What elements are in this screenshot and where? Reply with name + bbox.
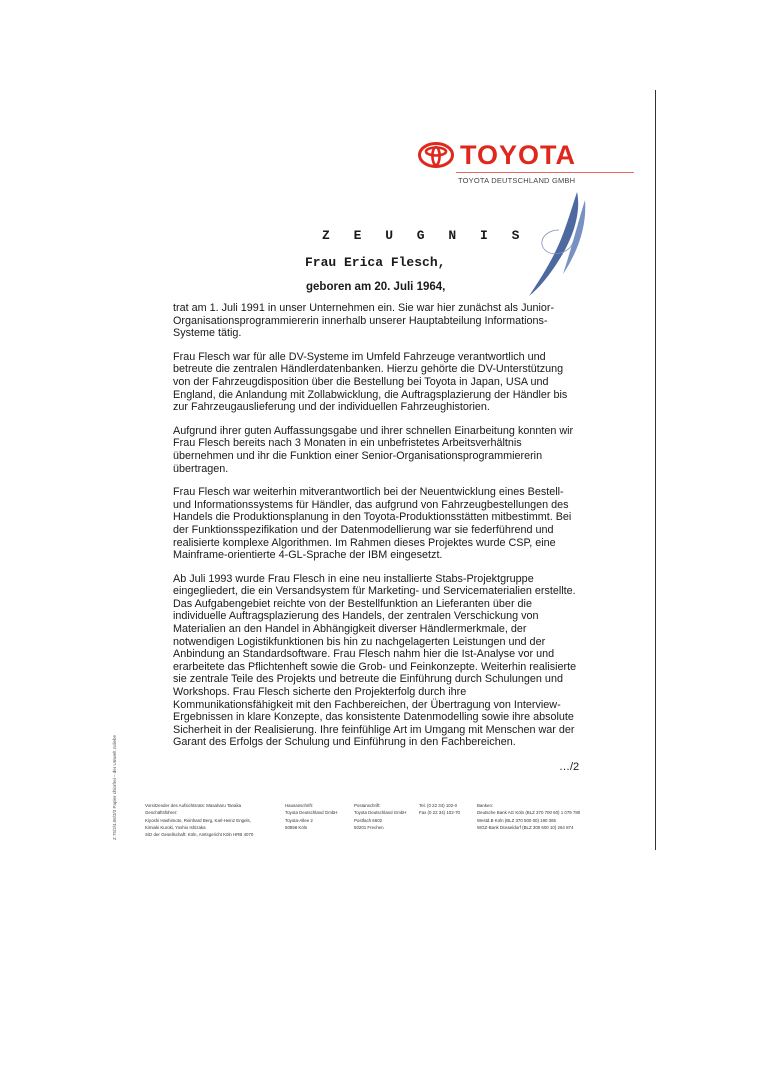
footer-address xyxy=(285,802,337,831)
employee-name: Frau Erica Flesch, xyxy=(305,255,446,270)
footer-line: Geschäftsführer: xyxy=(145,810,178,816)
paper-note: Z 75/2/4.06/3/3 Papier chlorfrei – der Umwelt zuliebe xyxy=(112,734,117,840)
footer-line: Kimiaki Kuroki, Yoshio Ishizaka xyxy=(145,824,206,830)
letterhead-rule xyxy=(456,172,634,173)
footer-line: Postanschrift: xyxy=(354,803,381,808)
footer-line: Banken: xyxy=(477,803,494,808)
footer-line: Toyota Deutschland GmbH xyxy=(285,810,338,816)
toyota-emblem-icon xyxy=(418,142,454,168)
footer-line: Toyota Deutschland GmbH xyxy=(354,810,407,816)
footer-line: Fax (0 22 34) 102-70 xyxy=(419,810,461,816)
date-of-birth: geboren am 20. Juli 1964, xyxy=(306,281,446,293)
toyota-logo xyxy=(418,138,576,172)
paragraph: Ab Juli 1993 wurde Frau Flesch in eine neu installierte Stabs-Projektgruppe eingegliedert, die ein Versandsystem für Marketing- und Servicematerialien erstellte. Das Aufgabengebiet reichte von der Bestellfunktion an Lieferanten über die individuelle Auftragsplazierung des Handels, der zentralen Verschickung von Materialien an den Handel in Abhängigkeit diverser Händlermerkmale, der notwendigen Logistikfunktionen bis hin zu nachgelagerten Leistungen und der Anbindung an Standardsoftware. Frau Flesch nahm hier die Ist-Analyse vor und erarbeitete das Pflichtenheft sowie die Grob- und Feinkonzepte. Weiterhin realisierte sie zentrale Teile des Projekts und betreute die Einführung durch Schulungen und Workshops. Frau Flesch sicherte den Projekterfolg durch ihre Kommunikationsfähigkeit mit den Fachbereichen, der Übertragung von Interview-Ergebnissen in klare Konzepte, das konsistente Datenmodelling sowie ihre absolute Sicherheit in der Realisierung. Ihre feinfühlige Art im Umgang mit Menschen war der Garant des Erfolgs der Schulung und Einführung in den Fachbereichen. xyxy=(173,572,577,749)
reference-body xyxy=(173,302,581,760)
footer-line: 50201 Frechen xyxy=(354,824,384,830)
footer-line: WGZ-Bank Düsseldorf (BLZ 300 600 10) 264 874 xyxy=(477,824,574,830)
company-name: TOYOTA DEUTSCHLAND GMBH xyxy=(458,176,576,185)
footer-postal xyxy=(354,802,406,831)
footer-bank xyxy=(477,802,580,831)
footer-board xyxy=(145,802,253,838)
footer-line: Kiyoshi Hashimoto, Reinhard Berg, Karl-Heinz Engels, xyxy=(145,817,251,823)
paragraph: trat am 1. Juli 1991 in unser Unternehmen ein. Sie war hier zunächst als Junior-Organisationsprogrammiererin innerhalb unserer Hauptabteilung Informations-Systeme tätig. xyxy=(173,302,555,340)
brand-wordmark: TOYOTA xyxy=(460,140,577,170)
footer-line: Sitz der Gesellschaft: Köln, Amtsgericht Köln HRB 4070 xyxy=(145,832,254,838)
footer-phone xyxy=(419,802,460,817)
paragraph: Aufgrund ihrer guten Auffassungsgabe und ihrer schnellen Einarbeitung konnten wir Frau Flesch bereits nach 3 Monaten in ein unbefristetes Arbeitsverhältnis übernehmen und ihr die Funktion einer Senior-Organisationsprogrammiererin übertragen. xyxy=(173,424,574,475)
footer-line: 50858 Köln xyxy=(285,824,308,830)
footer-line: Vorsitzender des Aufsichtsrats: Masaharu Tanaka xyxy=(145,803,242,808)
page-continuation: …/2 xyxy=(559,761,580,773)
paragraph: Frau Flesch war weiterhin mitverantwortlich bei der Neuentwicklung eines Bestell- und Informationssystems für Händler, das aufgrund von Fahrzeugbestellungen des Handels die Produktionsplanung in den Toyota-Produktionsstätten mitbestimmt. Bei der Funktionsspezifikation und der Datenmodellierung war sie federführend und realisierte komplexe Algorithmen. Im Rahmen dieses Projektes wurde CSP, eine Mainframe-orientierte 4-GL-Sprache der IBM eingesetzt. xyxy=(173,486,572,562)
footer-line: Tel. (0 22 34) 102-0 xyxy=(419,803,458,808)
footer-line: Deutsche Bank AG Köln (BLZ 370 700 60) 1 079 780 xyxy=(477,810,581,816)
document-title: Z E U G N I S xyxy=(322,228,528,243)
footer-line: Hausanschrift: xyxy=(285,803,314,808)
footer-line: Postfach 6602 xyxy=(354,817,383,823)
paragraph: Frau Flesch war für alle DV-Systeme im Umfeld Fahrzeuge verantwortlich und betreute die zentralen Händlerdatenbanken. Hierzu gehörte die DV-Unterstützung von der Fahrzeugdisposition über die Bestellung bei Toyota in Japan, USA und England, die Anlandung mit Zollabwicklung, die Auftragsplazierung der Händler bis zur Fahrzeugauslieferung und der individuellen Fahrzeughistorien. xyxy=(173,350,568,414)
decorative-brush-stroke xyxy=(515,190,595,300)
footer-line: Toyota-Allee 2 xyxy=(285,817,313,823)
page-edge-line xyxy=(655,90,656,850)
footer-line: Westd.B Köln (BLZ 370 500 00) 190 365 xyxy=(477,817,557,823)
